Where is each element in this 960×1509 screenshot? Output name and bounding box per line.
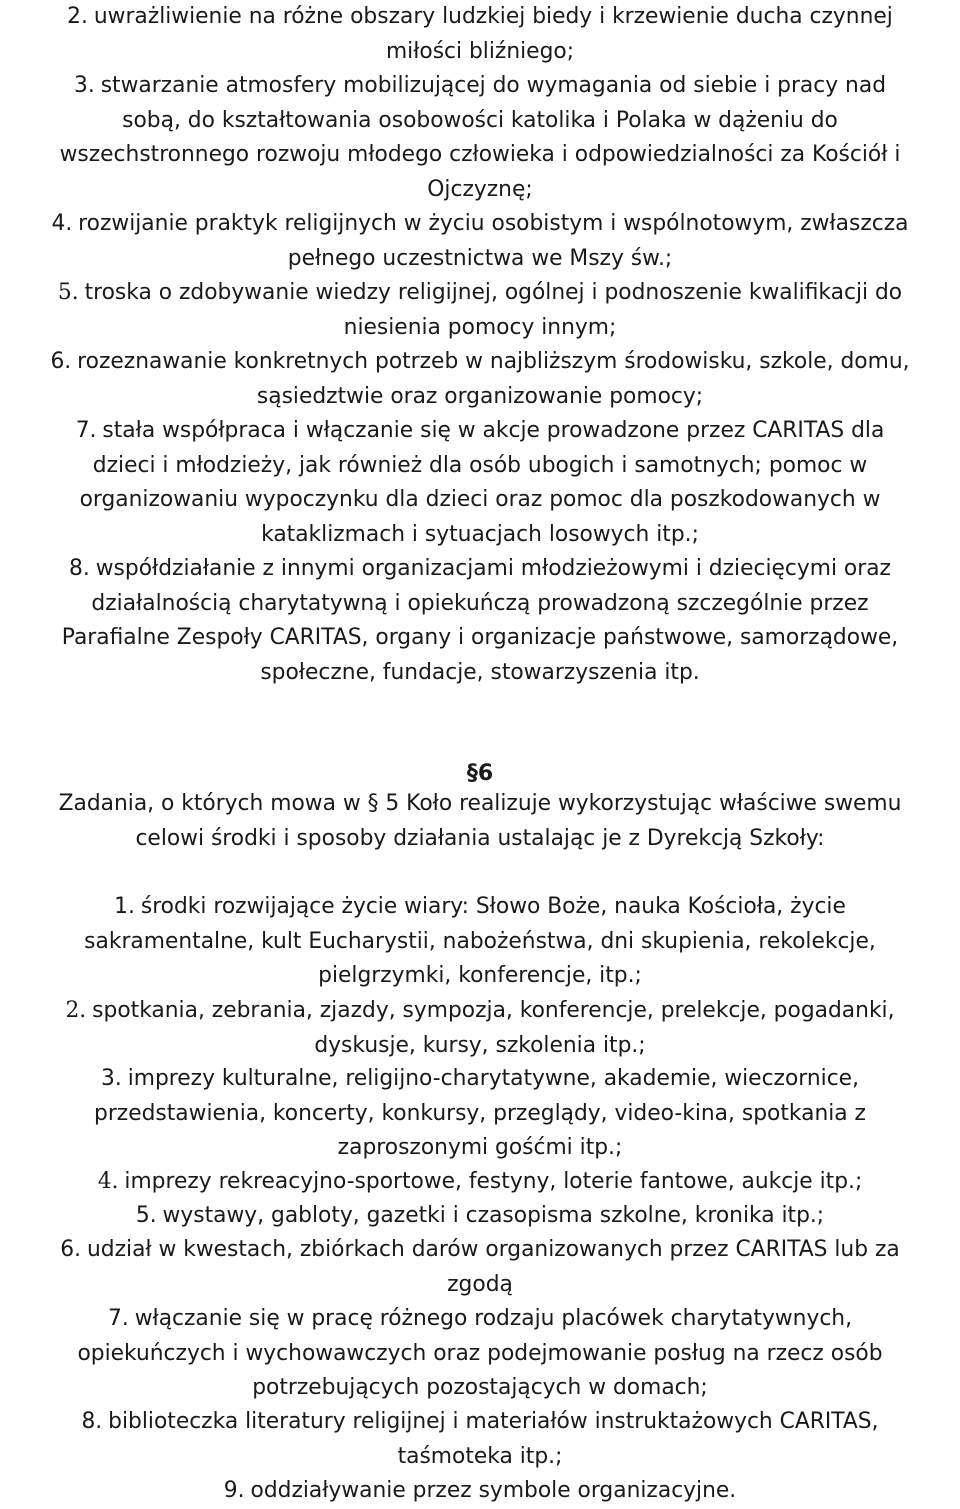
list-item-text: dyskusje, kursy, szkolenia itp.; — [314, 1032, 646, 1058]
list-item-number: 3. — [73, 73, 95, 98]
list-item-text: pielgrzymki, konferencje, itp.; — [318, 963, 642, 988]
list-item-line — [5, 483, 955, 518]
list-item-line — [5, 35, 955, 70]
list-item-text: Ojczyznę; — [427, 176, 533, 202]
list-item-text: uwrażliwienie na różne obszary ludzkiej biedy i krzewienie ducha czynnej — [93, 4, 893, 29]
list-item-line — [5, 1440, 955, 1475]
list-item-number: 1. — [114, 894, 135, 919]
list-item-line — [5, 1097, 955, 1132]
list-item-line — [5, 207, 955, 242]
list-item-number: 4. — [97, 1169, 119, 1194]
list-item-text: potrzebujących pozostających w domach; — [252, 1375, 708, 1400]
list-item-text: rozwijanie praktyk religijnych w życiu osobistym i wspólnotowym, zwłaszcza — [78, 211, 909, 236]
list-item-line — [5, 1474, 955, 1509]
list-item-text: imprezy rekreacyjno-sportowe, festyny, loterie fantowe, aukcje itp.; — [124, 1169, 863, 1194]
list-item-number: 6. — [60, 1237, 82, 1262]
list-item — [0, 1165, 960, 1200]
list-item — [0, 0, 960, 69]
list-item-text: zgodą — [447, 1271, 513, 1297]
list-item — [0, 69, 960, 207]
list-item-text: kataklizmach i sytuacjach losowych itp.; — [261, 521, 699, 547]
list-item-line — [5, 1233, 955, 1268]
list-item — [0, 414, 960, 552]
list-item-number: 7. — [107, 1306, 129, 1331]
list-item-text: troska o zdobywanie wiedzy religijnej, ogólnej i podnoszenie kwalifikacji do — [84, 280, 903, 305]
list-item-number: 8. — [81, 1409, 103, 1434]
list-item — [0, 890, 960, 994]
list-item-text: pełnego uczestnictwa we Mszy św.; — [287, 245, 673, 271]
list-item-line — [5, 890, 955, 925]
list-item-text: działalnością charytatywną i opiekuńczą prowadzoną szczególnie przez — [91, 590, 869, 616]
list-item-text: przedstawienia, koncerty, konkursy, przeglądy, video-kina, spotkania z — [94, 1100, 866, 1126]
list-item-line — [5, 1302, 955, 1337]
list-item-text: wystawy, gabloty, gazetki i czasopisma szkolne, kronika itp.; — [162, 1203, 825, 1228]
list-item-text: rozeznawanie konkretnych potrzeb w najbliższym środowisku, szkole, domu, — [77, 349, 910, 374]
list-item-text: spotkania, zebrania, zjazdy, sympozja, konferencje, prelekcje, pogadanki, — [92, 998, 895, 1023]
list-item-line — [5, 138, 955, 173]
list-item-line — [5, 1405, 955, 1440]
list-item-text: współdziałanie z innymi organizacjami młodzieżowymi i dziecięcymi oraz — [95, 556, 891, 581]
list-item — [0, 1405, 960, 1474]
list-item-text: imprezy kulturalne, religijno-charytatywne, akademie, wieczornice, — [127, 1066, 859, 1091]
list-item-line — [5, 925, 955, 960]
list-item — [0, 1199, 960, 1234]
list-item-line — [5, 959, 955, 994]
list-item-text: dzieci i młodzieży, jak również dla osób ubogich i samotnych; pomoc w — [92, 452, 868, 478]
list-item-text: oddziaływanie przez symbole organizacyjne. — [250, 1478, 737, 1503]
list-item-line — [5, 1337, 955, 1372]
list-item-line — [5, 1199, 955, 1234]
list-item-line — [5, 656, 955, 691]
list-item-text: Parafialne Zespoły CARITAS, organy i organizacje państwowe, samorządowe, — [61, 625, 899, 650]
list-item-text: stała współpraca i włączanie się w akcje prowadzone przez CARITAS dla — [102, 418, 885, 443]
list-item-text: sakramentalne, kult Eucharystii, nabożeństwa, dni skupienia, rekolekcje, — [84, 928, 876, 954]
list-item-number: 7. — [75, 418, 97, 443]
list-item-line — [5, 1165, 955, 1200]
section-intro-line: Zadania, o których mowa w § 5 Koło realizuje wykorzystując właściwe swemu — [58, 791, 902, 816]
list-item-number: 5. — [57, 280, 79, 305]
list-item — [0, 994, 960, 1063]
list-item-line — [5, 518, 955, 553]
list-item-line — [5, 587, 955, 622]
list-item — [0, 1233, 960, 1302]
list-item — [0, 276, 960, 345]
section-intro — [0, 787, 960, 856]
list-item-text: zaproszonymi gośćmi itp.; — [337, 1135, 623, 1160]
list-item-text: biblioteczka literatury religijnej i materiałów instruktażowych CARITAS, — [108, 1409, 879, 1434]
list-item-text: taśmoteka itp.; — [397, 1443, 563, 1469]
section-intro-line: celowi środki i sposoby działania ustalając je z Dyrekcją Szkoły: — [135, 825, 825, 851]
list-item-number: 6. — [50, 349, 72, 374]
list-item-line — [5, 1131, 955, 1166]
list-item-line — [5, 414, 955, 449]
list-item-line — [5, 311, 955, 346]
list-item-line — [5, 1371, 955, 1406]
list-item-text: opiekuńczych i wychowawczych oraz podejmowanie posług na rzecz osób — [77, 1340, 883, 1366]
list-item-text: sąsiedztwie oraz organizowanie pomocy; — [256, 383, 704, 409]
list-item-number: 8. — [69, 556, 90, 581]
list-item-number: 4. — [51, 211, 73, 236]
list-item-line — [5, 345, 955, 380]
list-item-line — [5, 69, 955, 104]
section-heading: §6 — [466, 761, 494, 786]
list-item-line — [5, 1029, 955, 1064]
list-item-text: niesienia pomocy innym; — [343, 314, 617, 340]
list-item-line — [5, 0, 955, 35]
list-item-number: 3. — [100, 1066, 122, 1091]
list-item-number: 2. — [65, 998, 87, 1023]
list-item-line — [5, 173, 955, 208]
list-item — [0, 552, 960, 690]
list-item-text: społeczne, fundacje, stowarzyszenia itp. — [260, 659, 700, 685]
list-item — [0, 345, 960, 414]
list-item-line — [5, 380, 955, 415]
list-item-line — [5, 621, 955, 656]
list-item-text: włączanie się w pracę różnego rodzaju placówek charytatywnych, — [134, 1306, 853, 1331]
list-item-line — [5, 1268, 955, 1303]
list-item-text: udział w kwestach, zbiórkach darów organizowanych przez CARITAS lub za — [86, 1237, 900, 1262]
list-item-number: 2. — [67, 4, 88, 29]
list-item — [0, 207, 960, 276]
list-item-line — [5, 994, 955, 1029]
list-item-line — [5, 242, 955, 277]
list-item-text: wszechstronnego rozwoju młodego człowieka i odpowiedzialności za Kościół i — [59, 142, 901, 167]
list-item-text: środki rozwijające życie wiary: Słowo Boże, nauka Kościoła, życie — [140, 894, 846, 919]
list-item-line — [5, 1062, 955, 1097]
list-item — [0, 1474, 960, 1509]
list-item-line — [5, 449, 955, 484]
list-item-number: 5. — [135, 1203, 157, 1228]
list-item — [0, 1062, 960, 1166]
list-item-line — [5, 276, 955, 311]
list-item-line — [5, 104, 955, 139]
list-item — [0, 1302, 960, 1406]
list-item-text: sobą, do kształtowania osobowości katolika i Polaka w dążeniu do — [122, 107, 838, 133]
list-item-text: organizowaniu wypoczynku dla dzieci oraz pomoc dla poszkodowanych w — [79, 487, 881, 512]
list-item-line — [5, 552, 955, 587]
list-item-number: 9. — [223, 1478, 245, 1503]
list-item-text: miłości bliźniego; — [385, 38, 575, 64]
list-item-text: stwarzanie atmosfery mobilizującej do wymagania od siebie i pracy nad — [100, 73, 887, 98]
